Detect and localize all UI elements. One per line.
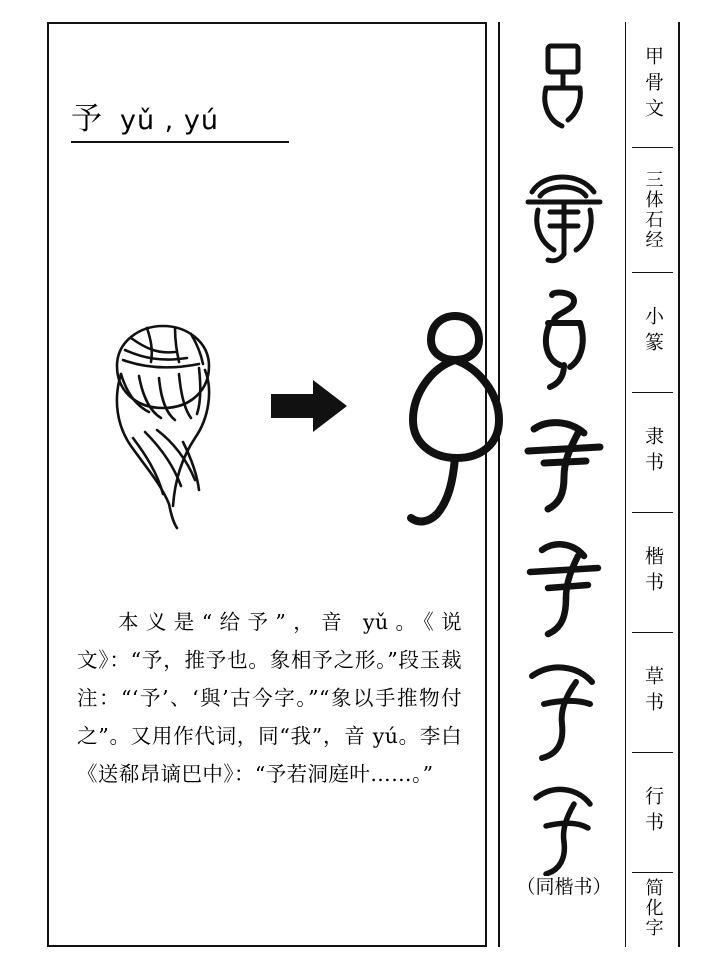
label-caoshu [626,632,679,752]
main-entry-panel [47,22,487,947]
label-jiaguwen-text: 甲骨文 [642,45,664,124]
script-forms-column [498,22,626,947]
label-jianhuazi [626,872,679,943]
label-lishu-text: 隶书 [642,426,664,478]
form-glyph-caoshu [500,652,628,767]
label-xingshu [626,752,679,872]
label-santishijing [626,147,679,272]
headword-pinyin: yǔ , yú [120,105,219,136]
form-glyph-jiaguwen [500,36,628,137]
form-glyph-kaishu [500,532,628,643]
illustration-area [49,294,485,564]
headword-character: 予 [71,101,102,137]
label-jianhuazi-text: 简化字 [642,877,664,938]
label-caoshu-text: 草书 [642,666,664,718]
label-santishijing-text: 三体石经 [642,169,664,250]
form-glyph-xingshu [500,772,628,881]
form-glyph-xiaozhuan [500,287,628,396]
definition-text: 本义是“给予”，音 yǔ。《说文》：“予，推予也。象相予之形。”段玉裁注：“‘予’、‘與’古今字。”“象以手推物付之”。又用作代词，同“我”，音 yú。李白《送郗昂谪巴中》：“予若洞庭叶……。” [77,610,462,786]
headword-block [71,101,311,143]
headword-underline [71,141,289,143]
santishijing-glyph-art [514,162,614,266]
hand-giving-object-drawing [87,314,237,544]
label-xiaozhuan-text: 小篆 [642,306,664,358]
simplified-same-note: （同楷书） [516,876,612,898]
script-label-column [626,22,680,947]
jiaguwen-glyph-art [522,36,606,132]
form-glyph-santishijing [500,162,628,271]
lishu-glyph-art [514,407,614,513]
xingshu-glyph-art [516,772,612,876]
caoshu-glyph-art [516,652,612,762]
kaishu-glyph-art [516,532,612,638]
label-xingshu-text: 行书 [642,786,664,838]
form-glyph-lishu [500,407,628,518]
right-arrow-icon [269,376,349,436]
label-xiaozhuan [626,272,679,392]
headword-row [71,101,311,141]
xiaozhuan-glyph-art [524,287,604,391]
label-kaishu [626,512,679,632]
label-kaishu-text: 楷书 [642,546,664,598]
label-lishu [626,392,679,512]
label-jiaguwen [626,22,679,147]
